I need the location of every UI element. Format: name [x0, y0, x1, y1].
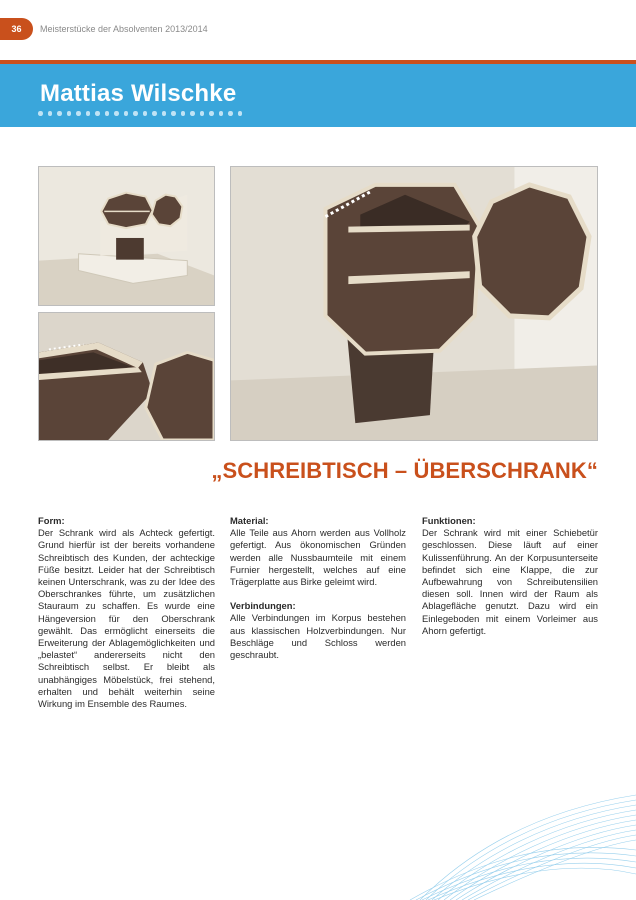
decorative-dots [38, 111, 242, 116]
author-name: Mattias Wilschke [40, 80, 237, 107]
column-funktionen [422, 515, 598, 637]
form-heading: Form: [38, 515, 65, 526]
column-material [230, 515, 406, 661]
page-number: 36 [0, 18, 33, 40]
verbindungen-text: Alle Verbindungen im Korpus bestehen aus klassischen Holzverbindungen. Nur Beschläge und Schloss werden geschraubt. [230, 612, 406, 661]
decorative-wave-lines [380, 700, 636, 900]
funktionen-heading: Funktionen: [422, 515, 476, 526]
form-text: Der Schrank wird als Achteck gefertigt. Grund hierfür ist der bereits vorhandene Schreibtisch des Kunden, der achteckige Füße besitzt. Leider hat der Schreibtisch keinen Unterschrank, was zu der Idee des Oberschrankes führte, um zusätzlichen Stauraum zu schaffen. Es wurde eine Hängeversion für den Oberschrank gewählt. Das ermöglicht einerseits die Erweiterung der Ablagemöglichkeiten und „belastet“ andererseits nicht den Schreibtisch selbst. Er bleibt als unabhängiges Möbelstück, frei stehend, erhalten und behält weiterhin seine Wirkung im Ensemble des Raumes. [38, 527, 215, 710]
material-text: Alle Teile aus Ahorn werden aus Vollholz gefertigt. Aus ökonomischen Gründen werden alle Nussbaumteile mit einem Furnier hergestellt, welches auf eine Trägerplatte aus Birke geleimt wird. [230, 527, 406, 588]
funktionen-text: Der Schrank wird mit einer Schiebetür geschlossen. Diese läuft auf einer Kulissenführung. An der Korpusunterseite befindet sich eine Klappe, die zur Aufbewahrung von Schreibutensilien diesen soll. Innen wird der Raum als Ablagefläche genutzt. Dazu wird ein Einlegeboden mit einem Vorleimer aus Ahorn gefertigt. [422, 527, 598, 636]
photo-model-detail [38, 312, 215, 441]
photo-model-overview [38, 166, 215, 306]
photo-cabinet-main [230, 166, 598, 441]
project-title: „SCHREIBTISCH – ÜBERSCHRANK“ [211, 458, 598, 483]
material-heading: Material: [230, 515, 269, 526]
column-form [38, 515, 215, 710]
verbindungen-heading: Verbindungen: [230, 600, 296, 612]
running-title: Meisterstücke der Absolventen 2013/2014 [40, 24, 208, 34]
